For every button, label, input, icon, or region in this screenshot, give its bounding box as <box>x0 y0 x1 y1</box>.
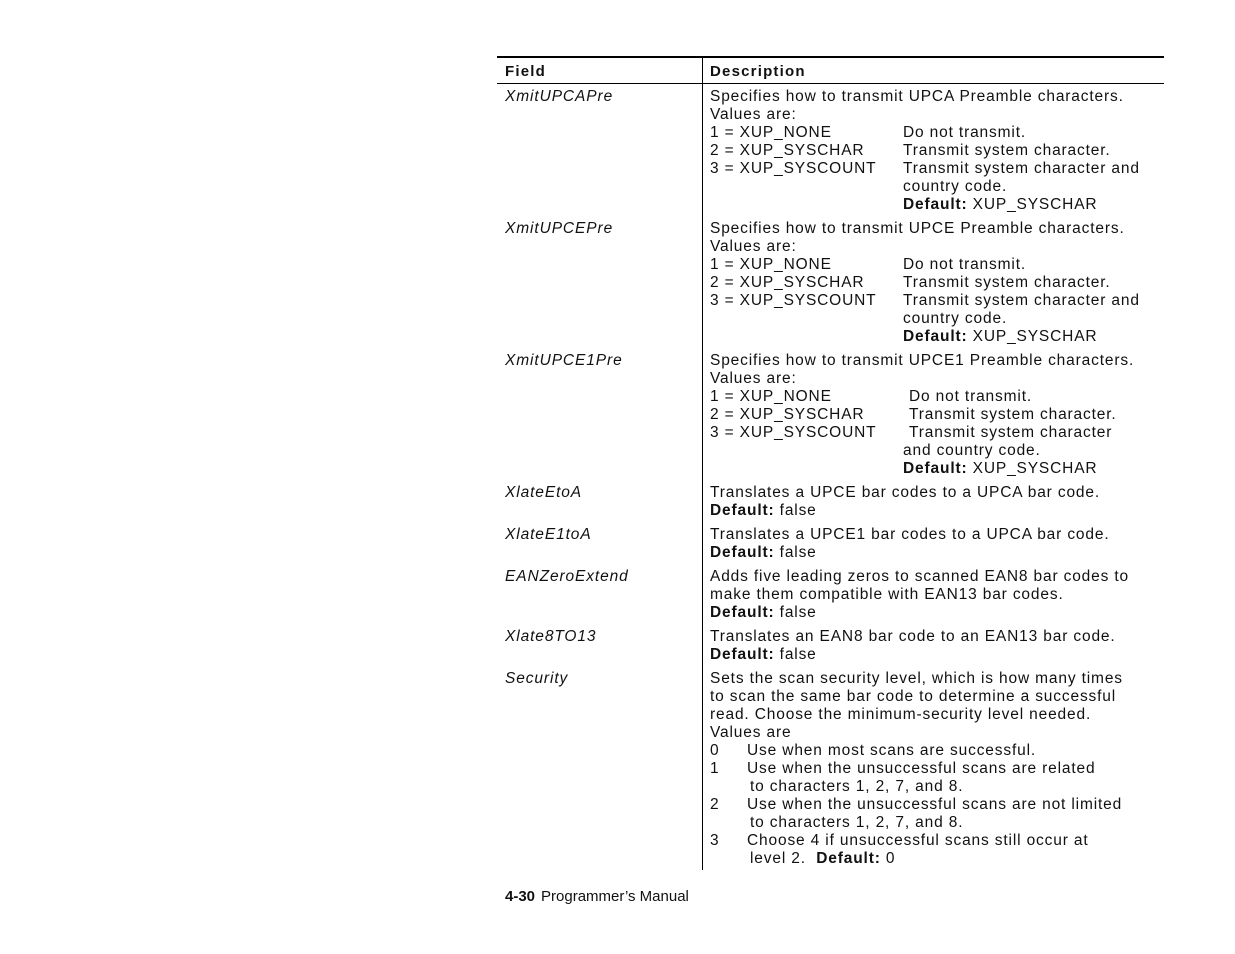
default-value: false <box>774 646 817 663</box>
level-line <box>710 796 1162 814</box>
field-name: XmitUPCAPre <box>505 88 614 105</box>
value-line <box>710 388 1162 406</box>
default-label: Default: <box>710 604 775 621</box>
page-footer <box>505 888 689 905</box>
value-text: Transmit system character. <box>909 406 1117 423</box>
desc-line: Values are: <box>710 238 797 255</box>
value-text: Transmit system character <box>909 424 1113 441</box>
default-value: XUP_SYSCHAR <box>967 460 1098 477</box>
table-top-rule <box>497 56 1164 58</box>
level-number: 3 <box>710 832 720 849</box>
level-number: 1 <box>710 760 720 777</box>
value-code: 3 = XUP_SYSCOUNT <box>710 292 877 309</box>
field-name: EANZeroExtend <box>505 568 629 585</box>
value-line <box>710 292 1162 310</box>
value-continuation <box>710 178 1162 196</box>
level-number: 2 <box>710 796 720 813</box>
default-line <box>710 646 1162 664</box>
description <box>710 526 1162 562</box>
level-line <box>710 742 1162 760</box>
level-text: to characters 1, 2, 7, and 8. <box>750 778 964 795</box>
default-label: Default: <box>710 646 775 663</box>
value-text: Do not transmit. <box>909 388 1033 405</box>
value-text: Do not transmit. <box>903 256 1027 273</box>
value-text: and country code. <box>903 442 1041 459</box>
default-label: Default: <box>816 850 881 867</box>
value-line <box>710 124 1162 142</box>
desc-line: Translates a UPCE bar codes to a UPCA bar code. <box>710 484 1101 501</box>
value-code: 3 = XUP_SYSCOUNT <box>710 424 877 441</box>
value-line <box>710 256 1162 274</box>
default-value: false <box>774 604 817 621</box>
page-number: 4-30 <box>505 888 536 905</box>
description <box>710 88 1162 214</box>
default-label: Default: <box>710 502 775 519</box>
default-line <box>710 460 1162 478</box>
value-line <box>710 424 1162 442</box>
value-text: Transmit system character. <box>903 274 1111 291</box>
value-text: Transmit system character. <box>903 142 1111 159</box>
field-name: XmitUPCEPre <box>505 220 614 237</box>
level-line <box>710 760 1162 778</box>
value-line <box>710 274 1162 292</box>
default-line <box>710 196 1162 214</box>
default-value: 0 <box>880 850 896 867</box>
description <box>710 352 1162 478</box>
description <box>710 628 1162 664</box>
field-name: XlateEtoA <box>505 484 583 501</box>
desc-line: Adds five leading zeros to scanned EAN8 bar codes to <box>710 568 1130 585</box>
default-label: Default: <box>903 328 968 345</box>
desc-line: Specifies how to transmit UPCE Preamble characters. <box>710 220 1125 237</box>
value-code: 1 = XUP_NONE <box>710 388 832 405</box>
default-line <box>710 502 1162 520</box>
description <box>710 670 1162 868</box>
value-text: country code. <box>903 310 1008 327</box>
value-code: 3 = XUP_SYSCOUNT <box>710 160 877 177</box>
header-description: Description <box>710 63 806 80</box>
value-line <box>710 160 1162 178</box>
default-value: XUP_SYSCHAR <box>967 196 1098 213</box>
value-line <box>710 406 1162 424</box>
value-code: 1 = XUP_NONE <box>710 256 832 273</box>
desc-line: make them compatible with EAN13 bar codes. <box>710 586 1064 603</box>
level-continuation <box>710 814 1162 832</box>
value-code: 2 = XUP_SYSCHAR <box>710 142 865 159</box>
desc-line: Sets the scan security level, which is how many times <box>710 670 1123 687</box>
value-line <box>710 142 1162 160</box>
field-name: XmitUPCE1Pre <box>505 352 623 369</box>
level-continuation <box>710 850 1162 868</box>
level-text: level 2. <box>750 850 817 867</box>
level-line <box>710 832 1162 850</box>
level-text: to characters 1, 2, 7, and 8. <box>750 814 964 831</box>
default-line <box>710 544 1162 562</box>
level-text: Use when the unsuccessful scans are not limited <box>747 796 1123 813</box>
value-text: Transmit system character and <box>903 292 1140 309</box>
desc-line: Values are <box>710 724 792 741</box>
description <box>710 220 1162 346</box>
field-name: XlateE1toA <box>505 526 592 543</box>
value-text: Do not transmit. <box>903 124 1027 141</box>
desc-line: read. Choose the minimum-security level needed. <box>710 706 1092 723</box>
value-code: 2 = XUP_SYSCHAR <box>710 274 865 291</box>
description <box>710 568 1162 622</box>
table-header-rule <box>497 83 1164 84</box>
default-line <box>710 328 1162 346</box>
value-continuation <box>710 442 1162 460</box>
desc-line: Specifies how to transmit UPCA Preamble characters. <box>710 88 1124 105</box>
header-field: Field <box>505 63 547 80</box>
desc-line: Translates a UPCE1 bar codes to a UPCA bar code. <box>710 526 1110 543</box>
manual-title: Programmer’s Manual <box>541 888 689 905</box>
field-name: Security <box>505 670 569 687</box>
desc-line: Values are: <box>710 370 797 387</box>
column-divider <box>702 56 703 870</box>
level-number: 0 <box>710 742 720 759</box>
field-name: Xlate8TO13 <box>505 628 597 645</box>
desc-line: Values are: <box>710 106 797 123</box>
value-code: 1 = XUP_NONE <box>710 124 832 141</box>
desc-line: to scan the same bar code to determine a successful <box>710 688 1117 705</box>
default-value: false <box>774 544 817 561</box>
default-label: Default: <box>710 544 775 561</box>
level-text: Choose 4 if unsuccessful scans still occur at <box>747 832 1089 849</box>
level-continuation <box>710 778 1162 796</box>
value-continuation <box>710 310 1162 328</box>
default-value: XUP_SYSCHAR <box>967 328 1098 345</box>
value-code: 2 = XUP_SYSCHAR <box>710 406 865 423</box>
desc-line: Specifies how to transmit UPCE1 Preamble characters. <box>710 352 1135 369</box>
default-line <box>710 604 1162 622</box>
default-label: Default: <box>903 196 968 213</box>
value-text: country code. <box>903 178 1008 195</box>
desc-line: Translates an EAN8 bar code to an EAN13 bar code. <box>710 628 1116 645</box>
level-text: Use when the unsuccessful scans are related <box>747 760 1096 777</box>
value-text: Transmit system character and <box>903 160 1140 177</box>
default-value: false <box>774 502 817 519</box>
level-text: Use when most scans are successful. <box>747 742 1037 759</box>
description <box>710 484 1162 520</box>
default-label: Default: <box>903 460 968 477</box>
